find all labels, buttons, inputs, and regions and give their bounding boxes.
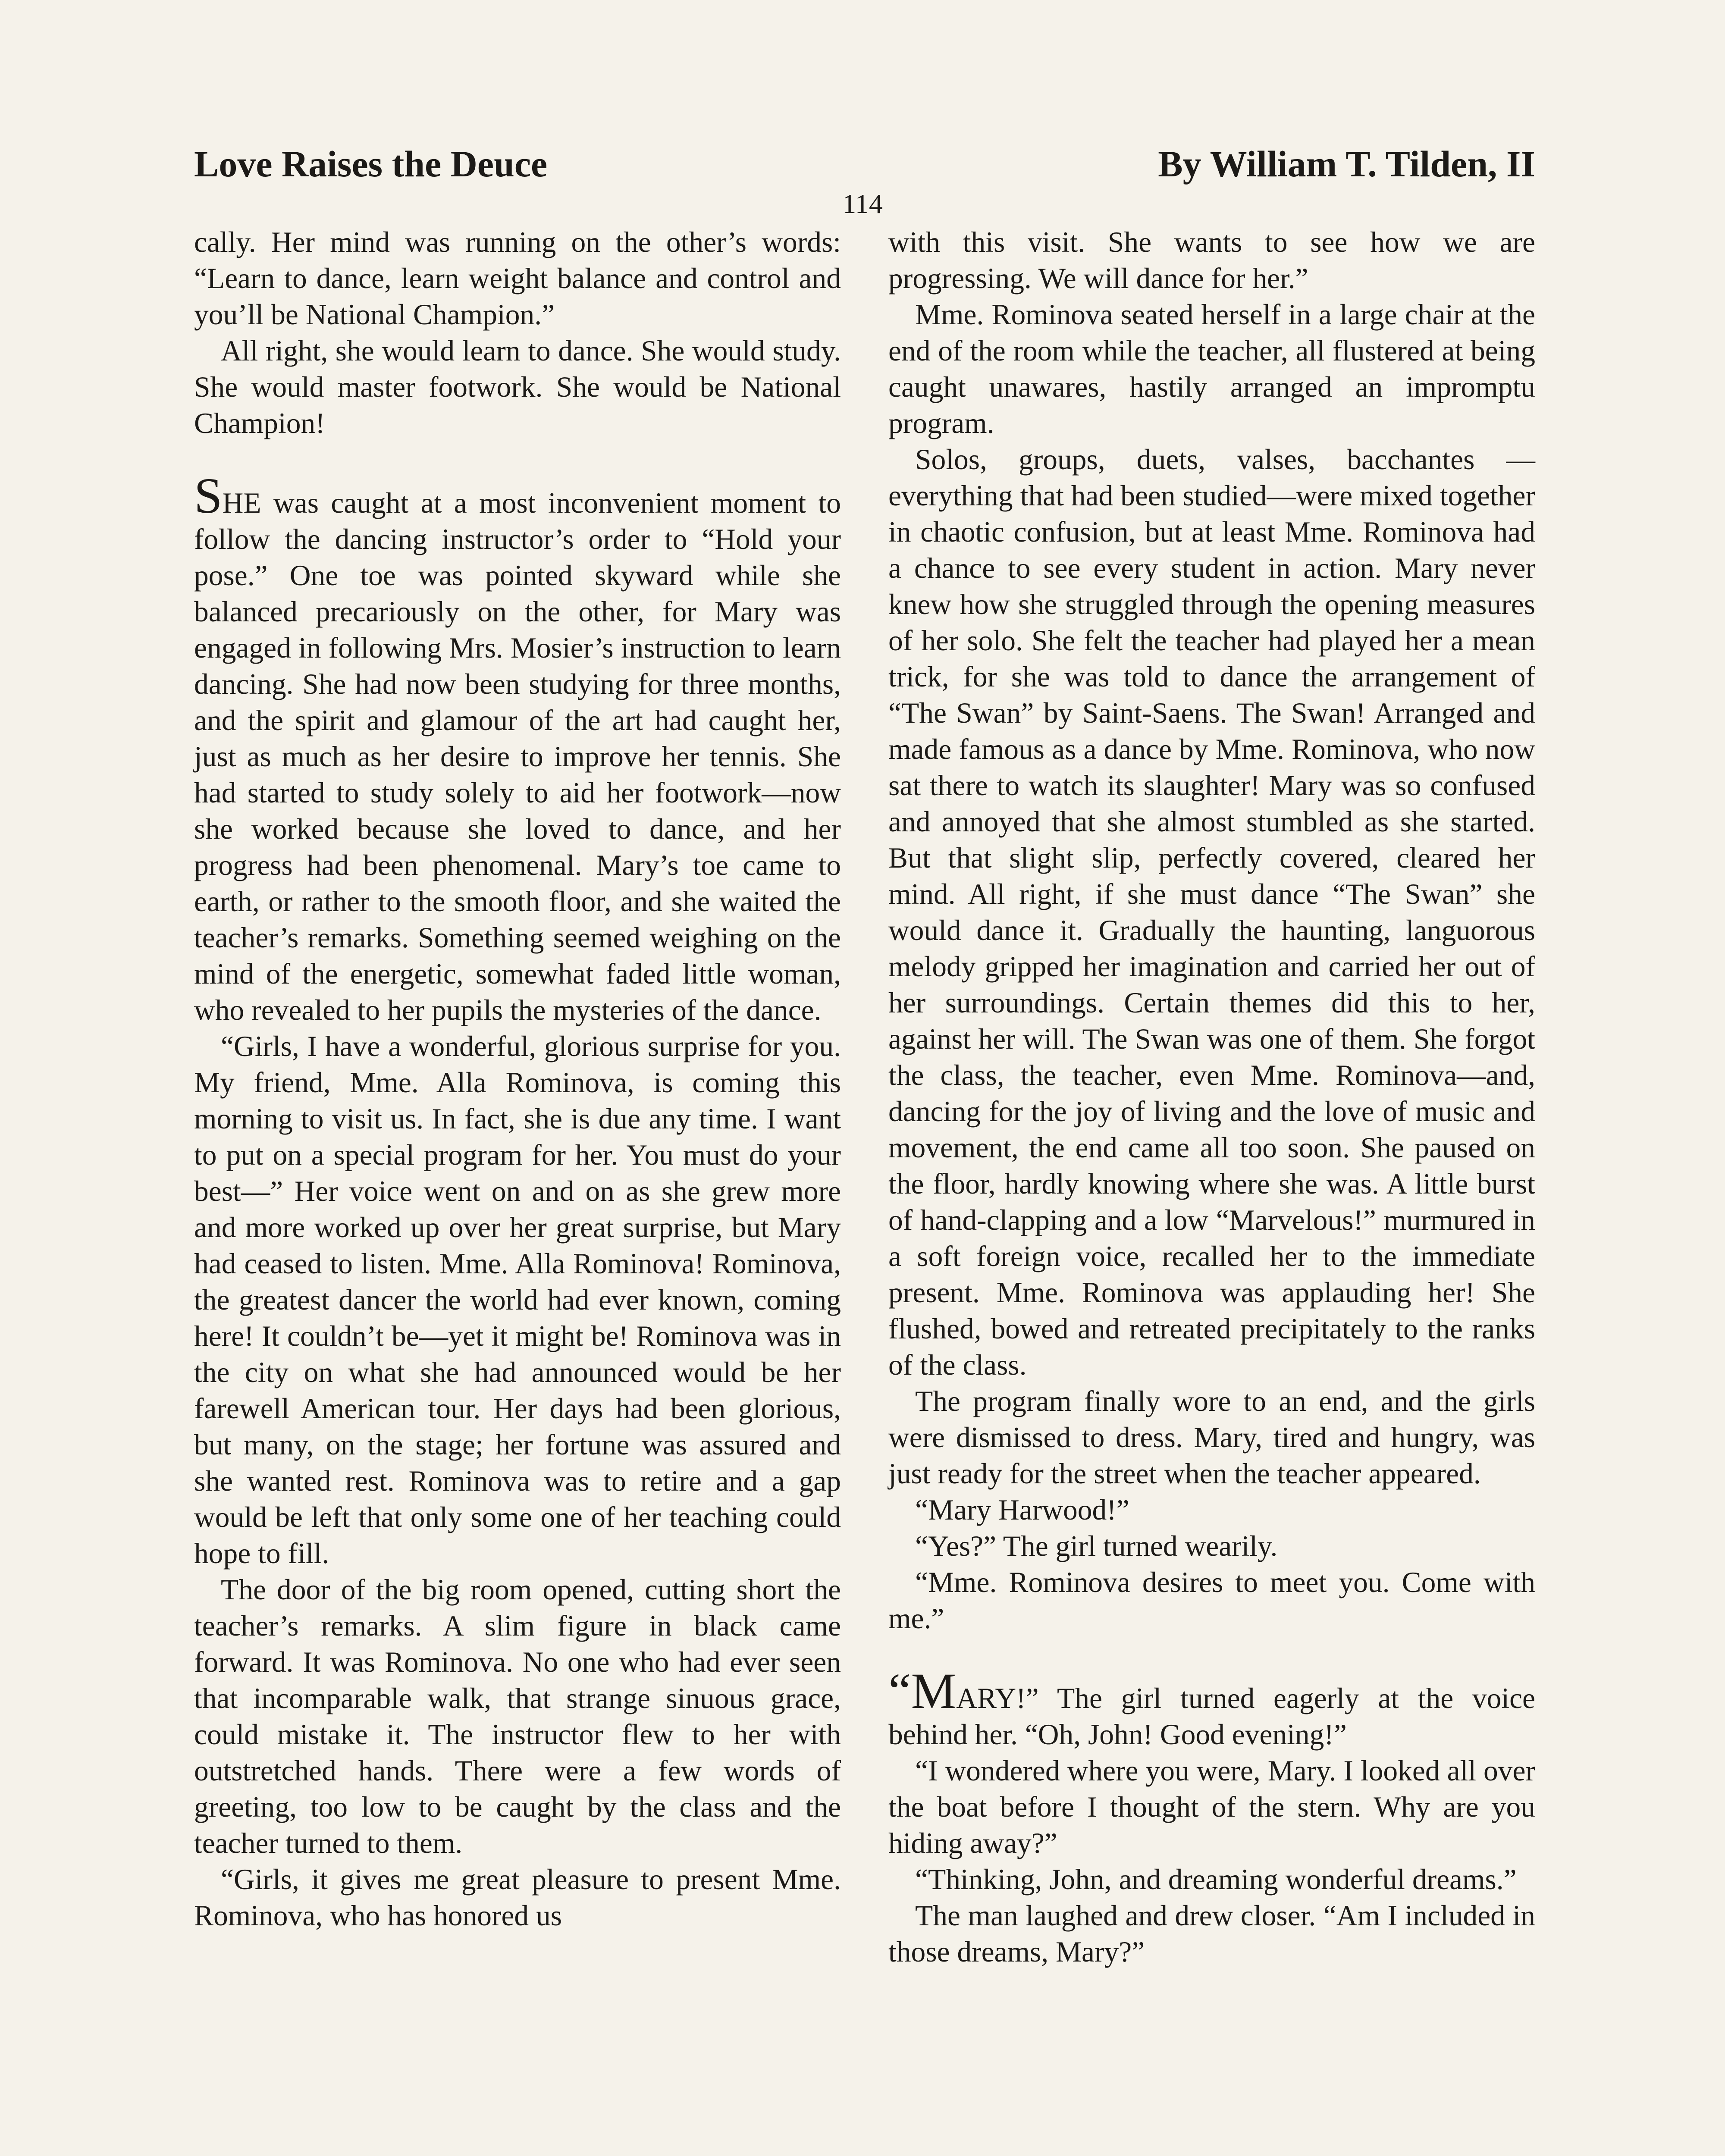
paragraph: Mme. Rominova seated herself in a large chair at the end of the room while the teacher, all flustered at being caught unawares, hastily arranged an impromptu program. — [888, 298, 1535, 439]
paragraph: “Yes?” The girl turned wearily. — [915, 1530, 1278, 1562]
section-start-paragraph: “MARY!” The girl turned eagerly at the voice behind her. “Oh, John! Good evening!” — [888, 1663, 1535, 1751]
paragraph: with this visit. She wants to see how we are progressing. We will dance for her.” — [888, 226, 1535, 295]
page-number: 114 — [842, 188, 883, 219]
left-column — [194, 224, 841, 1934]
paragraph: All right, she would learn to dance. She would study. She would master footwork. She would be National Champion! — [194, 335, 841, 439]
paragraph: Solos, groups, duets, valses, bacchantes —everything that had been studied—were mixed together in chaotic confusion, but at least Mme. Rominova had a chance to see every student in action. Mary never knew how she struggled through the opening measures of her solo. She felt the teacher had played her a mean trick, for she was told to dance the arrangement of “The Swan” by Saint-Saens. The Swan! Arranged and made famous as a dance by Mme. Rominova, who now sat there to watch its slaughter! Mary was so confused and annoyed that she almost stumbled as she started. But that slight slip, perfectly covered, cleared her mind. All right, if she must dance “The Swan” she would dance it. Gradually the haunting, languorous melody gripped her imagination and carried her out of her surroundings. Certain themes did this to her, against her will. The Swan was one of them. She forgot the class, the teacher, even Mme. Rominova—and, dancing for the joy of living and the love of music and movement, the end came all too soon. She paused on the floor, hardly knowing where she was. A little burst of hand-clapping and a low “Marvelous!” murmured in a soft foreign voice, recalled her to the immediate present. Mme. Rominova was applauding her! She flushed, bowed and retreated precipitately to the ranks of the class. — [888, 443, 1535, 1381]
right-column — [888, 224, 1535, 1970]
paragraph: “I wondered where you were, Mary. I looked all over the boat before I thought of the stern. Why are you hiding away?” — [888, 1755, 1535, 1859]
paragraph: “Girls, I have a wonderful, glorious surprise for you. My friend, Mme. Alla Rominova, is coming this morning to visit us. In fact, she is due any time. I want to put on a special program for her. You must do your best—” Her voice went on and on as she grew more and more worked up over her great surprise, but Mary had ceased to listen. Mme. Alla Rominova! Rominova, the greatest dancer the world had ever known, coming here! It couldn’t be—yet it might be! Rominova was in the city on what she had announced would be her farewell American tour. Her days had been glorious, but many, on the stage; her fortune was assured and she wanted rest. Rominova was to retire and a gap would be left that only some one of her teaching could hope to fill. — [194, 1030, 841, 1570]
author-byline: By William T. Tilden, II — [1158, 143, 1535, 185]
paragraph: The program finally wore to an end, and the girls were dismissed to dress. Mary, tired and hungry, was just ready for the street when the teacher appeared. — [888, 1385, 1535, 1490]
section-break — [194, 442, 841, 478]
section-break — [888, 1637, 1535, 1673]
paragraph: “Mme. Rominova desires to meet you. Come with me.” — [888, 1566, 1535, 1635]
paragraph: “Mary Harwood!” — [915, 1494, 1129, 1526]
section-start-paragraph: SHE was caught at a most inconvenient moment to follow the dancing instructor’s order to “Hold your pose.” One toe was pointed skyward while she balanced precariously on the other, for Mary was engaged in following Mrs. Mosier’s instruction to learn dancing. She had now been studying for three months, and the spirit and glamour of the art had caught her, just as much as her desire to improve her tennis. She had started to study solely to aid her footwork—now she worked because she loved to dance, and her progress had been phenomenal. Mary’s toe came to earth, or rather to the smooth floor, and she waited the teacher’s remarks. Something seemed weighing on the mind of the energetic, somewhat faded little woman, who revealed to her pupils the mysteries of the dance. — [194, 467, 841, 1026]
paragraph: The man laughed and drew closer. “Am I included in those dreams, Mary?” — [888, 1899, 1535, 1968]
paragraph: “Girls, it gives me great pleasure to present Mme. Rominova, who has honored us — [194, 1863, 841, 1932]
paragraph: “Thinking, John, and dreaming wonderful dreams.” — [915, 1863, 1517, 1896]
paragraph: cally. Her mind was running on the other’s words: “Learn to dance, learn weight balance and control and you’ll be National Champion.” — [194, 226, 841, 331]
paragraph: The door of the big room opened, cutting short the teacher’s remarks. A slim figure in black came forward. It was Rominova. No one who had ever seen that incomparable walk, that strange sinuous grace, could mistake it. The instructor flew to her with outstretched hands. There were a few words of greeting, too low to be caught by the class and the teacher turned to them. — [194, 1573, 841, 1859]
story-title: Love Raises the Deuce — [194, 143, 548, 185]
